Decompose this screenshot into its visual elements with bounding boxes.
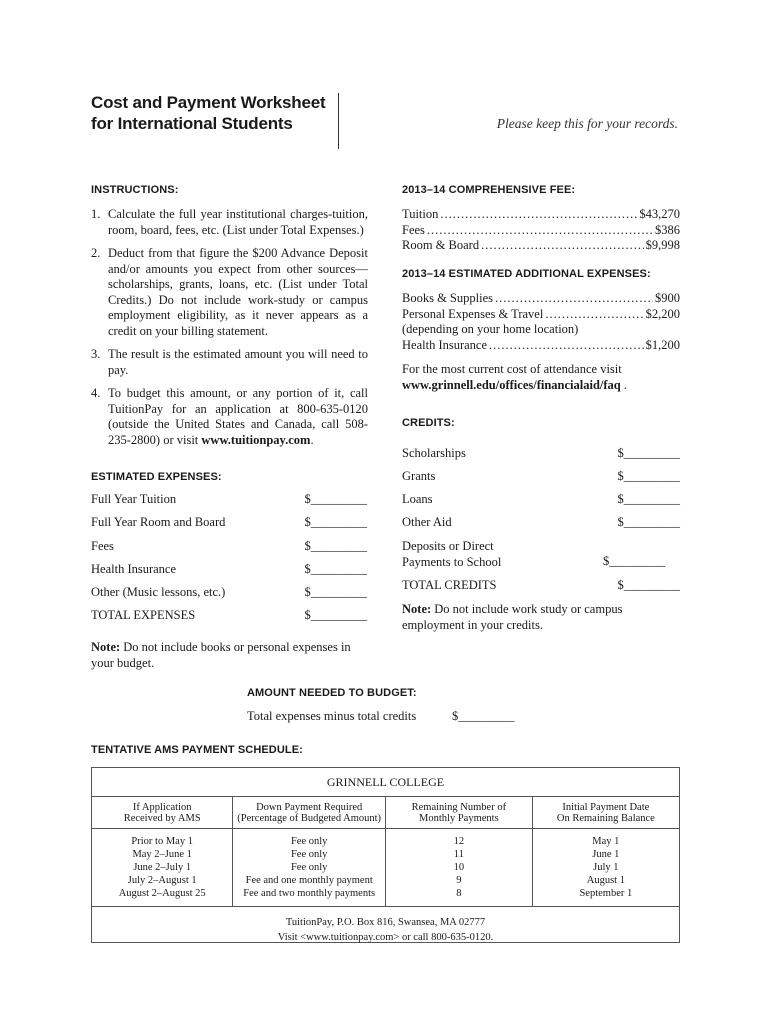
total-expenses-field[interactable]: $_________	[304, 608, 367, 622]
fees-field[interactable]: $_________	[304, 539, 367, 553]
credit-row-scholarships: Scholarships $_________	[402, 446, 680, 460]
tuition-field[interactable]: $_________	[304, 492, 367, 506]
instructions-list	[91, 207, 368, 456]
schedule-body-row	[92, 829, 679, 907]
fee-row-room-board: Room & Board ..... $9,998	[402, 238, 680, 254]
credits-heading: CREDITS:	[402, 417, 455, 429]
column-header: If Application Received by AMS	[92, 797, 233, 829]
schedule-box	[91, 767, 680, 943]
remaining-payments-cell: 12 11 10 9 8	[385, 829, 532, 907]
grants-field[interactable]: $_________	[617, 469, 680, 483]
column-header: Down Payment Required (Percentage of Budgeted Amount)	[233, 797, 386, 829]
tuitionpay-link[interactable]: www.tuitionpay.com	[201, 432, 311, 447]
credit-row-loans: Loans $_________	[402, 492, 680, 506]
health-insurance-field[interactable]: $_________	[304, 562, 367, 576]
total-credits-field[interactable]: $_________	[617, 578, 680, 592]
cost-of-attendance-note: For the most current cost of attendance visit www.grinnell.edu/offices/financialaid/faq .	[402, 362, 628, 392]
room-board-field[interactable]: $_________	[304, 515, 367, 529]
expense-row: Full Year Room and Board $_________	[91, 515, 367, 529]
expenses-note: Note: Do not include books or personal expenses in your budget.	[91, 640, 351, 670]
instruction-item: 4. To budget this amount, or any portion of it, call TuitionPay for an application at 800-635-0120 (outside the United States and Canada, call 508-235-2800) or visit www.tuitionpay.com.	[91, 386, 368, 447]
amount-needed-heading: AMOUNT NEEDED TO BUDGET:	[247, 687, 417, 699]
instruction-item: 2. Deduct from that figure the $200 Advance Deposit and/or amounts you expect from other sources—scholarships, grants, loans, etc. (List under Total Credits.) Do not include work-study or campus employment eligibility, as it never appears as a credit on your billing statement.	[91, 246, 368, 338]
college-name: GRINNELL COLLEGE	[326, 775, 445, 789]
expense-row-health: Health Insurance ..... $1,200	[402, 338, 680, 354]
total-credits-row: TOTAL CREDITS $_________	[402, 578, 680, 592]
expense-row: Other (Music lessons, etc.) $_________	[91, 585, 367, 599]
total-expenses-row: TOTAL EXPENSES $_________	[91, 608, 367, 622]
header-divider	[338, 93, 339, 149]
credit-row-grants: Grants $_________	[402, 469, 680, 483]
instruction-item: 1. Calculate the full year institutional charges-tuition, room, board, fees, etc. (List under Total Expenses.)	[91, 207, 368, 237]
application-dates-cell: Prior to May 1 May 2–June 1 June 2–July 1 July 2–August 1 August 2–August 25	[92, 829, 233, 907]
deposits-label: Deposits or Direct Payments to School	[402, 539, 502, 569]
down-payment-cell: Fee only Fee only Fee only Fee and one monthly payment Fee and two monthly payments	[233, 829, 386, 907]
financialaid-link[interactable]: www.grinnell.edu/offices/financialaid/faq	[402, 377, 621, 392]
expense-row: Health Insurance $_________	[91, 562, 367, 576]
credit-row-other-aid: Other Aid $_________	[402, 515, 680, 529]
additional-expenses-list	[402, 291, 680, 353]
expense-row-books: Books & Supplies ..... $900	[402, 291, 680, 307]
title-line-1: Cost and Payment Worksheet	[91, 93, 326, 112]
estimated-expenses-heading: ESTIMATED EXPENSES:	[91, 471, 222, 483]
page-title	[91, 92, 325, 134]
additional-expenses-heading: 2013–14 ESTIMATED ADDITIONAL EXPENSES:	[402, 268, 651, 280]
comprehensive-fee-heading: 2013–14 COMPREHENSIVE FEE:	[402, 184, 576, 196]
comprehensive-fee-list	[402, 207, 680, 254]
fee-row-fees: Fees ..... $386	[402, 223, 680, 239]
loans-field[interactable]: $_________	[617, 492, 680, 506]
column-header: Initial Payment Date On Remaining Balance	[556, 802, 655, 824]
column-header: Remaining Number of Monthly Payments	[385, 797, 532, 829]
schedule-table	[92, 796, 679, 907]
schedule-header-row	[92, 797, 679, 829]
schedule-heading: TENTATIVE AMS PAYMENT SCHEDULE:	[91, 744, 303, 756]
records-note: Please keep this for your records.	[496, 116, 678, 131]
expense-row-personal-sub: (depending on your home location)	[402, 322, 579, 336]
schedule-footer: TuitionPay, P.O. Box 816, Swansea, MA 02777 Visit <www.tuitionpay.com> or call 800-635-0120.	[277, 917, 494, 943]
amount-needed-label: Total expenses minus total credits	[247, 709, 417, 723]
expense-row: Full Year Tuition $_________	[91, 492, 367, 506]
amount-needed-field[interactable]: $_________	[452, 709, 515, 723]
initial-payment-date-cell: May 1 June 1 July 1 August 1 September 1	[579, 836, 633, 899]
instruction-item: 3. The result is the estimated amount you will need to pay.	[91, 347, 368, 377]
credits-note: Note: Do not include work study or campus employment in your credits.	[402, 602, 623, 632]
deposits-field[interactable]: $_________	[603, 554, 666, 568]
other-aid-field[interactable]: $_________	[617, 515, 680, 529]
scholarships-field[interactable]: $_________	[617, 446, 680, 460]
other-field[interactable]: $_________	[304, 585, 367, 599]
title-line-2: for International Students	[91, 114, 293, 133]
instructions-heading: INSTRUCTIONS:	[91, 184, 179, 196]
expense-row: Fees $_________	[91, 539, 367, 553]
expense-row-personal: Personal Expenses & Travel ..... $2,200	[402, 307, 680, 323]
fee-row-tuition: Tuition ..... $43,270	[402, 207, 680, 223]
